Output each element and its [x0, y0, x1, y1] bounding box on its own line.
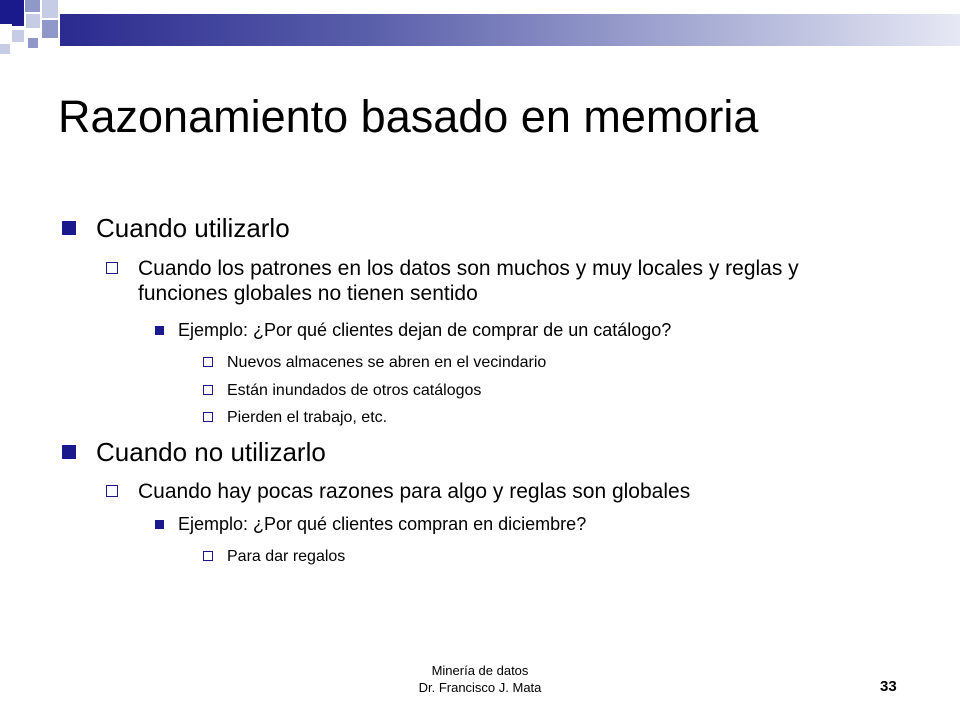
- footer: [380, 662, 580, 696]
- decorative-square: [26, 14, 40, 28]
- footer-author: Dr. Francisco J. Mata: [418, 680, 542, 695]
- decorative-square: [0, 44, 10, 54]
- decorative-square: [12, 30, 24, 42]
- bullet-text: Están inundados de otros catálogos: [227, 382, 482, 399]
- bullet-level-3: [155, 320, 671, 342]
- hollow-square-bullet-icon: [106, 485, 118, 497]
- page-number: 33: [880, 678, 897, 695]
- bullet-text: Cuando no utilizarlo: [96, 437, 326, 467]
- hollow-square-bullet-icon: [106, 262, 118, 274]
- bullet-text: Ejemplo: ¿Por qué clientes compran en diciembre?: [178, 514, 587, 534]
- square-bullet-icon: [62, 221, 76, 235]
- decorative-square: [42, 20, 58, 38]
- square-bullet-icon: [62, 445, 76, 459]
- decorative-square: [12, 14, 24, 26]
- hollow-square-bullet-icon: [203, 357, 213, 367]
- hollow-square-bullet-icon: [203, 551, 213, 561]
- bullet-text: Cuando hay pocas razones para algo y reglas son globales: [138, 480, 691, 503]
- bullet-level-4: [203, 381, 481, 400]
- decorative-square: [28, 38, 38, 48]
- bullet-level-1: [62, 213, 290, 244]
- bullet-level-4: [203, 408, 387, 427]
- square-bullet-icon: [155, 520, 164, 529]
- footer-course: Minería de datos: [431, 663, 529, 678]
- bullet-text: Nuevos almacenes se abren en el vecindario: [227, 354, 547, 371]
- bullet-level-2: [106, 479, 876, 504]
- square-bullet-icon: [155, 326, 164, 335]
- bullet-level-3: [155, 514, 586, 536]
- hollow-square-bullet-icon: [203, 385, 213, 395]
- decorative-square: [25, 0, 40, 12]
- bullet-level-4: [203, 547, 345, 566]
- bullet-text: Cuando utilizarlo: [96, 213, 290, 243]
- header-gradient-bar: [60, 14, 960, 46]
- bullet-level-1: [62, 437, 326, 468]
- bullet-level-4: [203, 353, 546, 372]
- hollow-square-bullet-icon: [203, 412, 213, 422]
- slide-title: Razonamiento basado en memoria: [58, 91, 759, 142]
- bullet-text: Cuando los patrones en los datos son muchos y muy locales y reglas y funciones globales no tienen sentido: [138, 257, 799, 306]
- bullet-text: Para dar regalos: [227, 548, 346, 565]
- bullet-text: Pierden el trabajo, etc.: [227, 409, 388, 426]
- bullet-text: Ejemplo: ¿Por qué clientes dejan de comprar de un catálogo?: [178, 320, 672, 340]
- bullet-level-2: [106, 256, 876, 306]
- decorative-square: [42, 0, 58, 18]
